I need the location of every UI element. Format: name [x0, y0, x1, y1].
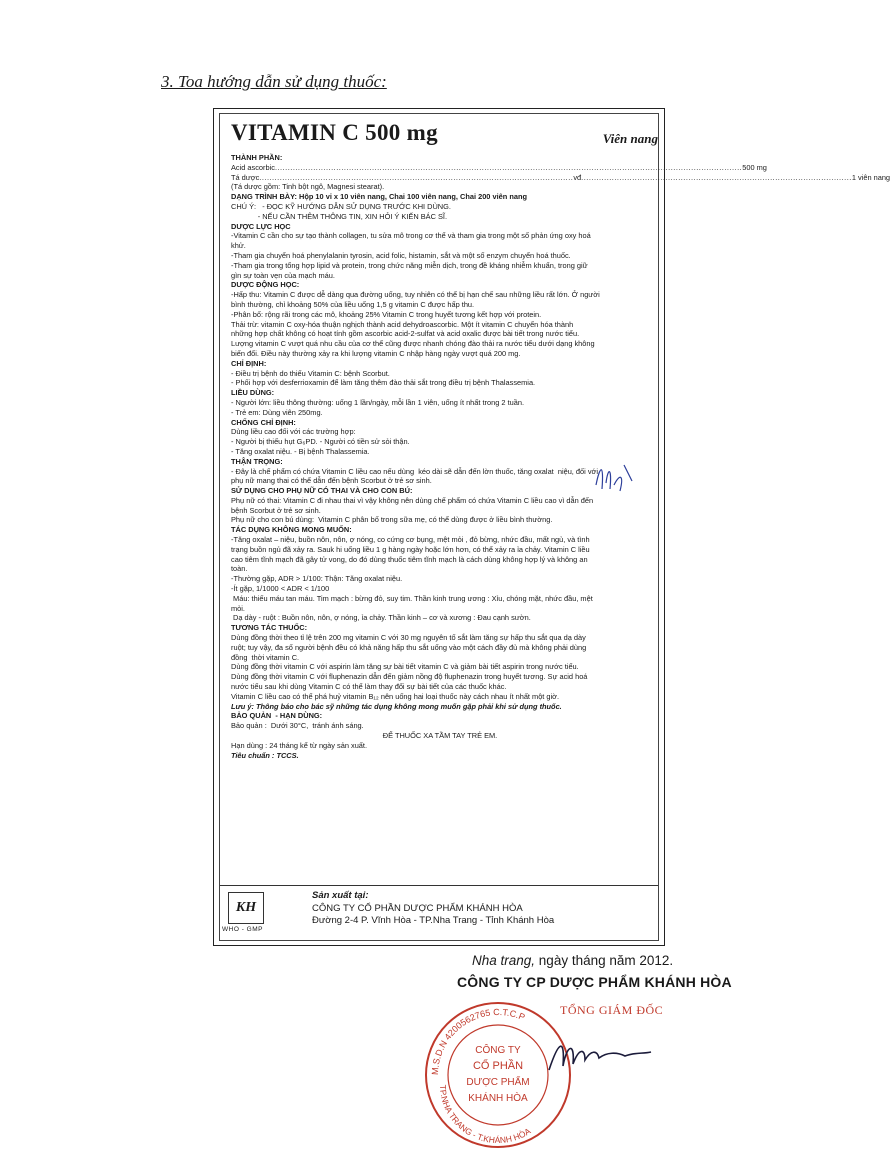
contraindications-body [231, 427, 649, 456]
contraindications-line: - Tăng oxalat niệu. - Bị bệnh Thalassemia. [231, 446, 370, 456]
pregnancy-line: Phụ nữ có thai: Vitamin C đi nhau thai vì vậy không nên dùng chế phẩm có chứa Vitamin C liều cao vì dẫn đến [231, 495, 594, 505]
note-line: CHÚ Ý: - ĐỌC KỸ HƯỚNG DẪN SỬ DỤNG TRƯỚC KHI DÙNG. [231, 201, 451, 211]
svg-text:DƯỢC PHẨM: DƯỢC PHẨM [466, 1077, 530, 1088]
pharmacokinetics-body [231, 290, 649, 359]
manufacturer-info [312, 890, 554, 928]
svg-text:KHÁNH HÒA: KHÁNH HÒA [468, 1093, 528, 1104]
side-effects-line: cao tiêm tĩnh mạch đã gây tử vong, do đó dùng thuốc tiêm tĩnh mạch là cách dùng không hợp lý và không an [231, 554, 588, 564]
composition-heading: THÀNH PHẦN: [231, 153, 283, 162]
signoff-company: CÔNG TY CP DƯỢC PHẨM KHÁNH HÒA [457, 974, 732, 990]
excipient-amount: 1 viên nang [851, 172, 890, 182]
side-effects-line: -Ít gặp, 1/1000 < ADR < 1/100 [231, 584, 330, 594]
svg-text:TP.NHA TRANG - T.KHÁNH HÒA: TP.NHA TRANG - T.KHÁNH HÒA [437, 1084, 533, 1146]
interactions-line: ruột; tuy vậy, đa số người bệnh đều có khả năng hấp thu sắt uống vào một cách đầy đủ mà không phải dùng [231, 642, 587, 652]
pharmacodynamics-line: khử. [231, 241, 246, 251]
storage-line: Hạn dùng : 24 tháng kể từ ngày sản xuất. [231, 740, 368, 750]
svg-text:M.S.D.N 4200562765 C.T.C.P: M.S.D.N 4200562765 C.T.C.P [429, 1006, 527, 1076]
dot-leader: .......................................................................................................... [581, 172, 852, 182]
standard-line: Tiêu chuẩn : TCCS. [231, 750, 299, 760]
indications-heading: CHỈ ĐỊNH: [231, 358, 267, 368]
medicine-leaflet [213, 108, 890, 946]
interactions-line: Dùng đồng thời vitamin C với fluphenazin dẫn đến giảm nồng độ fluphenazin trong huyết tương. Sự acid hoá [231, 672, 588, 682]
pharmacokinetics-line: biến đổi. Điều này thường xảy ra khi lượng vitamin C nhập hàng ngày vượt quá 200 mg. [231, 348, 521, 358]
interactions-line: nước tiểu sau khi dùng Vitamin C có thể làm thay đổi sự bài tiết của các thuốc khác. [231, 682, 507, 692]
contraindications-line: - Người bị thiếu hụt G₆PD. - Người có tiền sử sỏi thận. [231, 437, 410, 447]
pregnancy-line: Phụ nữ cho con bú dùng: Vitamin C phân bố trong sữa mẹ, có thể dùng được ở liều bình thường. [231, 515, 553, 525]
note-line: - NẾU CẦN THÊM THÔNG TIN, XIN HỎI Ý KIẾN BÁC SĨ. [231, 211, 448, 221]
side-effects-heading: TÁC DỤNG KHÔNG MONG MUỐN: [231, 525, 352, 535]
precautions-line: - Đây là chế phẩm có chứa Vitamin C liều cao nếu dùng kéo dài sẽ dẫn đến lờn thuốc, tăng oxalat niệu, đối với [231, 466, 599, 476]
storage-line: Bảo quản : Dưới 30°C, tránh ánh sáng. [231, 721, 364, 731]
pregnancy-body [231, 496, 649, 525]
interactions-line: đồng thời vitamin C. [231, 652, 300, 662]
pharmacokinetics-line: -Hấp thu: Vitamin C được dễ dàng qua đường uống, tuy nhiên có thể bị hạn chế sau những liều rất lớn. Ở người [231, 290, 600, 300]
pharmacodynamics-line: gìn sự toàn vẹn của mạch máu. [231, 270, 335, 280]
pharmacokinetics-heading: DƯỢC ĐỘNG HỌC: [231, 280, 300, 290]
gmp-caption: WHO - GMP [222, 926, 263, 933]
indications-line: - Phối hợp với desferrioxamin để làm tăng thêm đào thải sắt trong điều trị bệnh Thalassemia. [231, 378, 536, 388]
director-title: TỔNG GIÁM ĐỐC [560, 1003, 664, 1017]
director-signature [545, 1030, 655, 1080]
excipient-mid: vđ [573, 172, 582, 182]
interactions-line: Vitamin C liều cao có thể phá huỷ vitamin B₁₂ nên uống hai loại thuốc này cách nhau ít nhất một giờ. [231, 691, 560, 701]
active-amount: 500 mg [742, 162, 767, 172]
dosage-body [231, 398, 649, 418]
precautions-body [231, 467, 649, 487]
precautions-line: phụ nữ mang thai có thể dẫn đến bệnh Scorbut ở trẻ sơ sinh. [231, 476, 432, 486]
side-effects-line: Dạ dày - ruột : Buồn nôn, nôn, ợ nóng, ỉa chảy. Thần kinh – cơ và xương : Đau cạnh sườn. [231, 613, 531, 623]
pregnancy-heading: SỬ DỤNG CHO PHỤ NỮ CÓ THAI VÀ CHO CON BÚ: [231, 486, 413, 496]
indications-line: - Điều trị bệnh do thiếu Vitamin C: bệnh Scorbut. [231, 368, 390, 378]
signoff-date: ngày tháng năm 2012. [535, 953, 674, 968]
precautions-heading: THẬN TRỌNG: [231, 456, 283, 466]
excipient-name: Tá dược [231, 172, 260, 182]
pharmacodynamics-line: -Tham gia trong tổng hợp lipid và protein, trong chức năng miễn dịch, trong đề kháng nhiễm khuẩn, trong giữ [231, 260, 588, 270]
dosage-form: Viên nang [602, 131, 658, 146]
pregnancy-line: bệnh Scorbut ở trẻ sơ sinh. [231, 505, 321, 515]
dot-leader: ........................................................................................................................... [259, 172, 574, 182]
side-effects-line: Máu: thiếu máu tan máu. Tim mạch : bừng đỏ, suy tim. Thần kinh trung ương : Xỉu, chóng mặt, nhức đầu, mệt [231, 593, 593, 603]
interactions-body [231, 633, 649, 702]
storage-heading: BẢO QUẢN - HẠN DÙNG: [231, 711, 323, 721]
side-effect-warning: Lưu ý: Thông báo cho bác sỹ những tác dụng không mong muốn gặp phải khi sử dụng thuốc. [231, 701, 562, 711]
composition-active-row [231, 162, 767, 173]
storage-line: ĐỂ THUỐC XA TẦM TAY TRẺ EM. [382, 731, 498, 741]
interactions-heading: TƯƠNG TÁC THUỐC: [231, 623, 308, 633]
leaflet-content [231, 153, 890, 760]
manufacturer-label: Sản xuất tại: [312, 890, 369, 901]
svg-text:CÔNG TY: CÔNG TY [475, 1045, 521, 1056]
interactions-line: Dùng đồng thời vitamin C với aspirin làm tăng sự bài tiết vitamin C và giảm bài tiết aspirin trong nước tiểu. [231, 662, 579, 672]
side-effects-body [231, 535, 649, 623]
composition-excipient-row [231, 172, 890, 183]
page-heading: 3. Toa hướng dẫn sử dụng thuốc: [161, 72, 387, 91]
manufacturer-address: Đường 2-4 P. Vĩnh Hòa - TP.Nha Trang - Tỉnh Khánh Hòa [312, 915, 555, 926]
active-name: Acid ascorbic [231, 162, 275, 172]
pharmacodynamics-heading: DƯỢC LỰC HỌC [231, 221, 291, 231]
side-effects-line: -Thường gặp, ADR > 1/100: Thận: Tăng oxalat niệu. [231, 574, 403, 584]
date-line [472, 953, 673, 968]
interactions-line: Dùng đồng thời theo tỉ lệ trên 200 mg vitamin C với 30 mg nguyên tố sắt làm tăng sự hấp thu sắt qua dạ dày [231, 633, 586, 643]
side-effects-line: trạng buồn ngủ đã xảy ra. Sauk hi uống liều 1 g hàng ngày hoặc lớn hơn, có thể xảy ra ỉa chảy. Vitamin C liều [231, 544, 590, 554]
product-title: VITAMIN C 500 mg [231, 120, 438, 145]
pharmacokinetics-line: Thải trừ: vitamin C oxy-hóa thuận nghịch thành acid dehydroascorbic. Một ít vitamin C chuyển hóa thành [231, 319, 574, 329]
pharmacodynamics-line: -Tham gia chuyển hoá phenylalanin tyrosin, acid folic, histamin, sắt và một số enzym chuyển hoá thuốc. [231, 250, 571, 260]
pharmacokinetics-line: bình thường, chỉ khoảng 50% của liều uống 1,5 g vitamin C được hấp thu. [231, 299, 475, 309]
presentation: DẠNG TRÌNH BÀY: Hộp 10 vỉ x 10 viên nang, Chai 100 viên nang, Chai 200 viên nang [231, 192, 527, 202]
signoff-city: Nha trang, [472, 953, 536, 968]
company-logo: KH [228, 892, 264, 924]
side-effects-line: mỏi. [231, 603, 245, 613]
excipient-note: (Tá dược gồm: Tinh bột ngô, Magnesi stearat). [231, 182, 385, 192]
svg-text:CỔ PHẦN: CỔ PHẦN [472, 1060, 524, 1072]
contraindications-line: Dùng liều cao đối với các trường hợp: [231, 427, 356, 437]
pharmacokinetics-line: những hợp chất không có hoạt tính gồm ascorbic acid-2-sulfat và acid oxalic được bài tiết trong nước tiểu. [231, 329, 580, 339]
pharmacodynamics-body [231, 231, 649, 280]
pharmacodynamics-line: -Vitamin C cần cho sự tạo thành collagen, tu sửa mô trong cơ thể và tham gia trong một số phản ứng oxy hoá [231, 231, 591, 241]
manufacturer-block [220, 885, 658, 940]
pharmacokinetics-line: -Phân bố: rộng rãi trong các mô, khoảng 25% Vitamin C trong huyết tương kết hợp với protein. [231, 309, 542, 319]
side-effects-line: -Tăng oxalat – niệu, buồn nôn, nôn, ợ nóng, co cứng cơ bụng, mệt mỏi , đỏ bừng, nhức đầu, mất ngủ, và tình [231, 535, 590, 545]
side-effects-line: toàn. [231, 564, 248, 574]
manufacturer-name: CÔNG TY CỔ PHẦN DƯỢC PHẨM KHÁNH HÒA [312, 902, 523, 914]
dosage-line: - Trẻ em: Dùng viên 250mg. [231, 407, 323, 417]
dosage-heading: LIỀU DÙNG: [231, 388, 275, 398]
pharmacokinetics-line: Lượng vitamin C vượt quá nhu cầu của cơ thể cũng được nhanh chóng đào thải ra nước tiểu dưới dạng không [231, 339, 595, 349]
contraindications-heading: CHỐNG CHỈ ĐỊNH: [231, 417, 296, 427]
handwritten-initial [590, 455, 638, 503]
indications-body [231, 369, 649, 389]
dot-leader: ....................................................................................................................................................................................... [274, 162, 743, 172]
dosage-line: - Người lớn: liều thông thường: uống 1 lần/ngày, mỗi lần 1 viên, uống ít nhất trong 2 tuần. [231, 397, 525, 407]
